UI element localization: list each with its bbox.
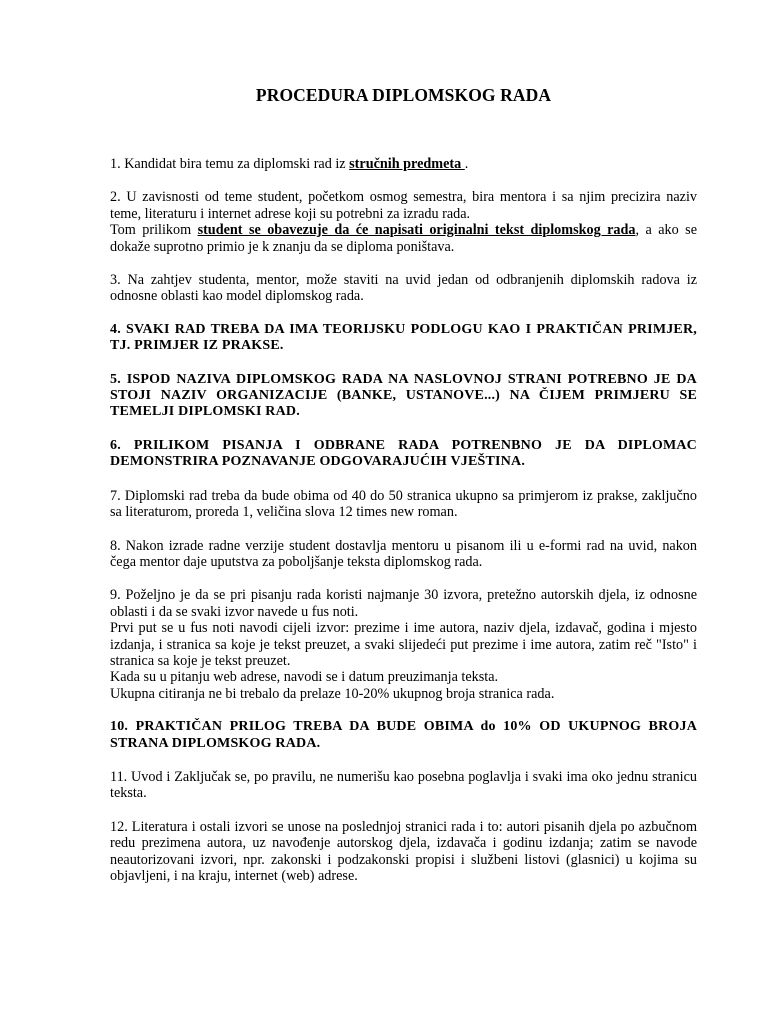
item-11: 11. Uvod i Zaključak se, po pravilu, ne numerišu kao posebna poglavlja i svaki ima oko jednu stranicu teksta. [110,768,697,802]
item-5-number: 5. [110,371,127,387]
item-4: 4. SVAKI RAD TREBA DA IMA TEORIJSKU PODLOGU KAO I PRAKTIČAN PRIMJER, TJ. PRIMJER IZ PRAKSE. [110,321,697,354]
item-1-emphasis: stručnih predmeta [349,156,465,172]
item-10 [110,719,697,752]
item-1-text: 1. Kandidat bira temu za diplomski rad iz [110,156,350,172]
item-10-text-b: do 10% [480,719,540,735]
item-10-text-c: OD UKUPNOG BROJA STRANA DIPLOMSKOG RADA. [110,719,697,751]
item-5 [110,372,697,421]
item-9: 9. Poželjno je da se pri pisanju rada koristi najmanje 30 izvora, pretežno autorskih djela, iz odnosne oblasti i da se svaki izvor navede u fus noti. [110,587,697,620]
item-12: 12. Literatura i ostali izvori se unose na poslednjoj stranici rada i to: autori pisanih djela po azbučnom redu prezimena autora, uz navođenje autorskog djela, izdavača i godinu izdanja; zatim se navode neautorizovani izvori, npr. zakonski i podzakonski propisi i službeni listovi (glasnici) u kojima su objavljeni, i na kraju, internet (web) adrese. [110,818,697,884]
item-2-note-text: Tom prilikom [110,222,198,239]
item-1-end: . [464,156,469,172]
item-9-footnote-rule: Prvi put se u fus noti navodi cijeli izvor: prezime i ime autora, naziv djela, izdavač, godina i mjesto izdanja, i stranica sa koje je tekst preuzet, a svaki slijedeći put prezime i ime autora, zatim reč "Isto" i stranica sa koje je tekst preuzet. [110,620,697,669]
item-1 [110,156,697,172]
item-9-web-rule: Kada su u pitanju web adrese, navodi se i datum preuzimanja teksta. [110,669,499,686]
item-9-citation-limit: Ukupna citiranja ne bi trebalo da prelaze 10-20% ukupnog broja stranica rada. [110,685,555,702]
item-10-text-a: 10. PRAKTIČAN PRILOG TREBA DA BUDE OBIMA [110,719,481,735]
item-2-emphasis: student se obavezuje da će napisati originalni tekst diplomskog rada [197,222,636,239]
item-2-note [110,222,697,255]
document-title: PROCEDURA DIPLOMSKOG RADA [255,85,552,105]
item-5-text: ISPOD NAZIVA DIPLOMSKOG RADA NA NASLOVNOJ STRANI POTREBNO JE DA STOJI NAZIV ORGANIZACIJE (BANKE, USTANOVE...) NA ČIJEM PRIMJERU SE TEMELJI DIPLOMSKI RAD. [110,371,697,420]
item-3: 3. Na zahtjev studenta, mentor, može staviti na uvid jedan od odbranjenih diplomskih radova iz odnosne oblasti kao model diplomskog rada. [110,272,697,305]
item-2-note-end: , a ako se dokaže suprotno primio je k znanju da se diploma poništava. [110,222,697,255]
item-7: 7. Diplomski rad treba da bude obima od 40 do 50 stranica ukupno sa primjerom iz prakse, zaključno sa literaturom, proreda 1, veličina slova 12 times new roman. [110,487,697,521]
item-8: 8. Nakon izrade radne verzije student dostavlja mentoru u pisanom ili u e-formi rad na uvid, nakon čega mentor daje uputstva za poboljšanje teksta diplomskog rada. [110,537,697,570]
item-2: 2. U zavisnosti od teme student, početkom osmog semestra, bira mentora i sa njim precizira naziv teme, literaturu i internet adrese koji su potrebni za izradu rada. [110,189,697,222]
item-6: 6. PRILIKOM PISANJA I ODBRANE RADA POTRENBNO JE DA DIPLOMAC DEMONSTRIRA POZNAVANJE ODGOVARAJUĆIH VJEŠTINA. [110,437,697,470]
